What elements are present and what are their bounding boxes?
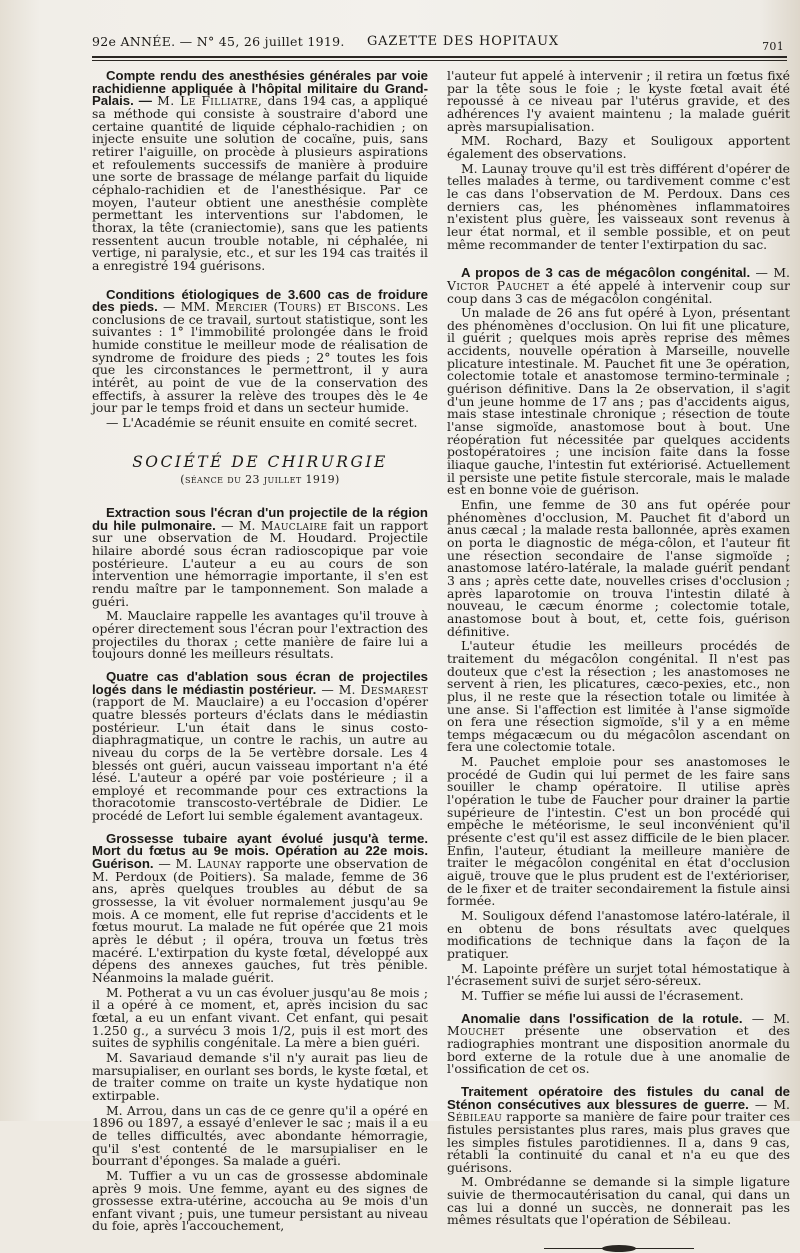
section-sitting: (séance du 23 juillet 1919): [180, 473, 340, 487]
article-author: Desmarest: [360, 681, 428, 697]
article-author: Sébileau: [447, 1109, 503, 1125]
paragraph: M. Lapointe préfère un surjet total hémostatique à l'écrasement suivi de surjet séro-séreux.: [447, 960, 790, 989]
article-author: M. Le Filliatre,: [157, 93, 263, 109]
journal-title: GAZETTE DES HOPITAUX: [367, 34, 559, 49]
article-title: Quatre cas d'ablation sous écran de projectiles logés dans le médiastin postérieur.: [92, 668, 428, 697]
article-author: Mouchet: [447, 1023, 505, 1039]
left-column: [92, 70, 428, 1235]
article-author: Mauclaire: [260, 517, 328, 533]
paragraph: Enfin, une femme de 30 ans fut opérée pour phénomènes d'occlusion, M. Pauchet fit d'abord un anus cæcal ; la malade resta ballonnée, après examen on porta le diagnostic de méga-côlon, et l'auteur fit une résection secondaire de l'anse sigmoïde ; anastomose latéro-latérale, la malade guérit pendant 3 ans ; après cette date, nouvelles crises d'occlusion ; après laparotomie on trouva l'intestin dilaté à nouveau, le cæcum énorme ; colectomie totale, anastomose bout à bout, et, cette fois, guérison définitive.: [447, 497, 790, 639]
article-extraction: [92, 507, 428, 608]
end-ornament: [544, 1245, 694, 1253]
article-stenon: [447, 1083, 790, 1175]
paragraph: M. Souligoux défend l'anastomose latéro-latérale, il en obtenu de bons résultats avec quelques modifications de technique dans la façon de la pratiquer.: [447, 908, 790, 961]
paragraph: L'auteur étudie les meilleurs procédés de traitement du mégacôlon congénital. Il n'est pas douteux que c'est la résection ; les anastomoses ne servent à rien, les plicatures, cæco-pexies, etc., non plus, il ne reste que la résection totale ou limitée à une anse. Si l'affection est limitée à l'anse sigmoïde on fera une résection sigmoïde, s'il y a en même temps mégacæcum ou du mégacôlon ascendant on fera une colectomie totale.: [447, 638, 790, 755]
article-dash: — M.: [215, 517, 256, 533]
article-dash: — M.: [316, 681, 356, 697]
paragraph: l'auteur fut appelé à intervenir ; il retira un fœtus fixé par la tête sous le foie ; le kyste fœtal avait été repoussé à ce niveau par l'utérus gravide, et des adhérences l'y avaient maintenu ; la malade guérit après marsupialisation.: [447, 68, 790, 134]
article-author: Launay: [196, 856, 242, 872]
article-froidure: [92, 286, 428, 416]
paragraph: M. Ombrédanne se demande si la simple ligature suivie de thermocautérisation du canal, qui dans un cas lui a donné un succès, ne donnerait pas les mêmes résultats que l'opération de Sébileau.: [447, 1174, 790, 1228]
article-body: présente une observation et des radiographies montrant une disposition anormale du bord externe de la rotule due à une anomalie de l'ossification de cet os.: [447, 1023, 790, 1077]
paragraph: M. Mauclaire rappelle les avantages qu'il trouve à opérer directement sous l'écran pour l'extraction des projectiles du thorax ; cette manière de faire lui a toujours donné les meilleurs résultats.: [92, 608, 428, 662]
article-mediastin: [92, 668, 428, 824]
article-dash: — M.: [153, 856, 193, 872]
article-megacolon: [447, 267, 790, 305]
paragraph: MM. Rochard, Bazy et Souligoux apportent également des observations.: [447, 133, 790, 161]
article-dash: — M.: [742, 1010, 790, 1026]
academie-note: — L'Académie se réunit ensuite en comité secret.: [106, 415, 418, 431]
article-title: A propos de 3 cas de mégacôlon congénital.: [461, 265, 751, 281]
paragraph: M. Savariaud demande s'il n'y aurait pas lieu de marsupialiser, en ourlant ses bords, le kyste fœtal, et de traiter comme on traite un kyste hydatique non extirpable.: [92, 1049, 428, 1103]
article-body: rapporte sa manière de faire pour traiter ces fistules persistantes plus rares, mais plus graves que les simples fistules parotidiennes. Il a, dans 9 cas, rétabli la continuité du canal et n'a eu que des guérisons.: [447, 1109, 790, 1175]
issue-info: 92e ANNÉE. — N° 45, 26 juillet 1919.: [92, 34, 345, 49]
right-column: [447, 70, 790, 1253]
page-number: 701: [762, 40, 784, 53]
article-title: Extraction sous l'écran d'un projectile de la région du hile pulmonaire.: [92, 505, 428, 533]
article-body: (rapport de M. Mauclaire) a eu l'occasion d'opérer quatre blessés porteurs d'éclats dans le médiastin postérieur. L'un était dans le sinus costo-diaphragmatique, un contre le rachis, un autre au niveau du corps de la 5e vertèbre dorsale. Les 4 blessés ont guéri, aucun vaisseau important n'a été lésé. L'auteur a opéré par voie postérieure ; il a employé et recommande pour ces extractions la thoracotomie transcosto-vertébrale de Didier. Le procédé de Lefort lui semble également avantageux.: [92, 694, 428, 824]
section-title: SOCIÉTÉ DE CHIRURGIE: [132, 452, 388, 471]
paragraph: M. Potherat a vu un cas évoluer jusqu'au 8e mois ; il a opéré à ce moment, et, après incision du sac fœtal, a eu un enfant vivant. Cet enfant, qui pesait 1.250 g., a survécu 3 mois 1/2, puis il est mort des suites de syphilis congénitale. La mère a bien guéri.: [92, 984, 428, 1051]
article-title: Traitement opératoire des fistules du canal de Sténon consécutives aux blessures de guerre.: [447, 1083, 790, 1112]
article-author: Mercier (Tours) et Biscons.: [215, 299, 401, 315]
article-dash: — M.: [750, 265, 790, 281]
paragraph: Un malade de 26 ans fut opéré à Lyon, présentant des phénomènes d'occlusion. On lui fit une plicature, il guérit ; quelques mois après reprise des mêmes accidents, nouvelle opération à Marseille, nouvelle plicature intestinale. M. Pauchet fit une 3e opération, colectomie totale et anastomose termino-terminale ; guérison définitive. Dans la 2e observation, il s'agit d'un jeune homme de 17 ans ; pas d'accidents aigus, mais stase intestinale chronique ; résection de toute l'anse sigmoïde, anastomose bout à bout. Une réopération fut nécessitée par quelques accidents postopératoires ; une incision faite dans la fosse iliaque gauche, l'intestin fut extériorisé. Actuellement il persiste une petite fistule stercorale, mais le malade est en bonne voie de guérison.: [447, 305, 790, 498]
paragraph: M. Arrou, dans un cas de ce genre qu'il a opéré en 1896 ou 1897, a essayé d'enlever le sac ; mais il a eu de telles difficultés, avec abondante hémorragie, qu'il s'est contenté de le marsupialiser en le bourrant d'éponges. Sa malade a guéri.: [92, 1102, 428, 1169]
article-title: Grossesse tubaire ayant évolué jusqu'à terme. Mort du fœtus au 9e mois. Opération au 22e mois. Guérison.: [92, 830, 428, 872]
article-body: Les conclusions de ce travail, surtout statistique, sont les suivantes : 1° l'immobilité prolongée dans le froid humide constitue le meilleur mode de réalisation de syndrome de froidure des pieds ; 2° toutes les fois que les circonstances le permettront, il y aura intérêt, au point de vue de la conservation des effectifs, à assurer la relève des troupes dès le 4e jour par le temps froid et dans un secteur humide.: [92, 299, 428, 416]
article-body: dans 194 cas, a appliqué sa méthode qui consiste à soustraire d'abord une certaine quantité de liquide céphalo-rachidien ; on injecte ensuite une solution de cocaïne, puis, sans retirer l'aiguille, on procède à plusieurs aspirations et refoulements successifs de manière à produire une sorte de brassage de mélange parfait du liquide céphalo-rachidien et de l'anesthésique. Par ce moyen, l'auteur obtient une anesthésie complète permettant les interventions sur l'abdomen, le thorax, la tête (craniectomie), sans que les patients ressentent aucun trouble notable, ni céphalée, ni vertige, ni paralysie, etc., et sur les 194 cas traités il a enregistré 194 guérisons.: [92, 93, 428, 273]
paragraph: M. Launay trouve qu'il est très différent d'opérer de telles malades à terme, ou tardivement comme c'est le cas dans l'observation de M. Perdoux. Dans ces derniers cas, les phénomènes inflammatoires n'existent plus guère, les vaisseaux sont revenus à leur état normal, et il semble possible, et on peut même recommander de tenter l'extirpation du sac.: [447, 160, 790, 252]
paragraph: M. Tuffier se méfie lui aussi de l'écrasement.: [461, 987, 744, 1003]
article-title: Anomalie dans l'ossification de la rotule.: [461, 1010, 743, 1026]
page-header: [92, 34, 792, 52]
article-rotule: [447, 1010, 790, 1077]
header-rule: [92, 56, 787, 58]
article-title: Conditions étiologiques de 3.600 cas de froidure des pieds.: [92, 286, 428, 315]
article-dash: — M.: [748, 1096, 790, 1112]
article-dash: — MM.: [157, 299, 210, 315]
article-body: rapporte une observation de M. Perdoux (de Poitiers). Sa malade, femme de 36 ans, après quelques troubles au début de sa grossesse, la vit évoluer normalement jusqu'au 9e mois. A ce moment, elle fut reprise d'accidents et le fœtus mourut. La malade ne fut opérée que 21 mois après le début ; il opéra, trouva un fœtus très macéré. L'extirpation du kyste fœtal, développé aux dépens des annexes gauches, fut très pénible. Néanmoins la malade guérit.: [92, 856, 428, 985]
header-rule-thin: [92, 60, 787, 61]
paragraph: M. Pauchet emploie pour ses anastomoses le procédé de Gudin qui lui permet de les faire sans souiller le champ opératoire. Il utilise après l'opération le tube de Faucher pour drainer la partie supérieure de l'intestin. C'est un bon procédé qui empêche le météorisme, le seul inconvénient qu'il présente c'est qu'il est assez difficile de le bien placer. Enfin, l'auteur, étudiant la meilleure manière de traiter le mégacôlon congénital en état d'occlusion aiguë, trouve que le plus prudent est de l'extérioriser, de le fixer et de traiter secondairement la fistule ainsi formée.: [447, 754, 790, 909]
article-author: Victor Pauchet: [447, 277, 550, 293]
article-grossesse: [92, 830, 428, 985]
article-title: Compte rendu des anesthésies générales par voie rachidienne appliquée à l'hôpital militaire du Grand-Palais. —: [92, 68, 428, 109]
article-body: a été appelé à intervenir coup sur coup dans 3 cas de mégacôlon congénital.: [447, 277, 790, 306]
article-anesthesia: [92, 70, 428, 273]
article-body: fait un rapport sur une observation de M. Houdard. Projectile hilaire abordé sous écran radioscopique par voie postérieure. L'auteur a eu au cours de son intervention une hémorragie importante, il s'en est rendu maître par le tamponnement. Son malade a guéri.: [92, 517, 428, 609]
paragraph: M. Tuffier a vu un cas de grossesse abdominale après 9 mois. Une femme, ayant eu des signes de grossesse extra-utérine, accoucha au 9e mois d'un enfant vivant ; puis, une tumeur persistant au niveau du foie, après l'accouchement,: [92, 1167, 428, 1234]
